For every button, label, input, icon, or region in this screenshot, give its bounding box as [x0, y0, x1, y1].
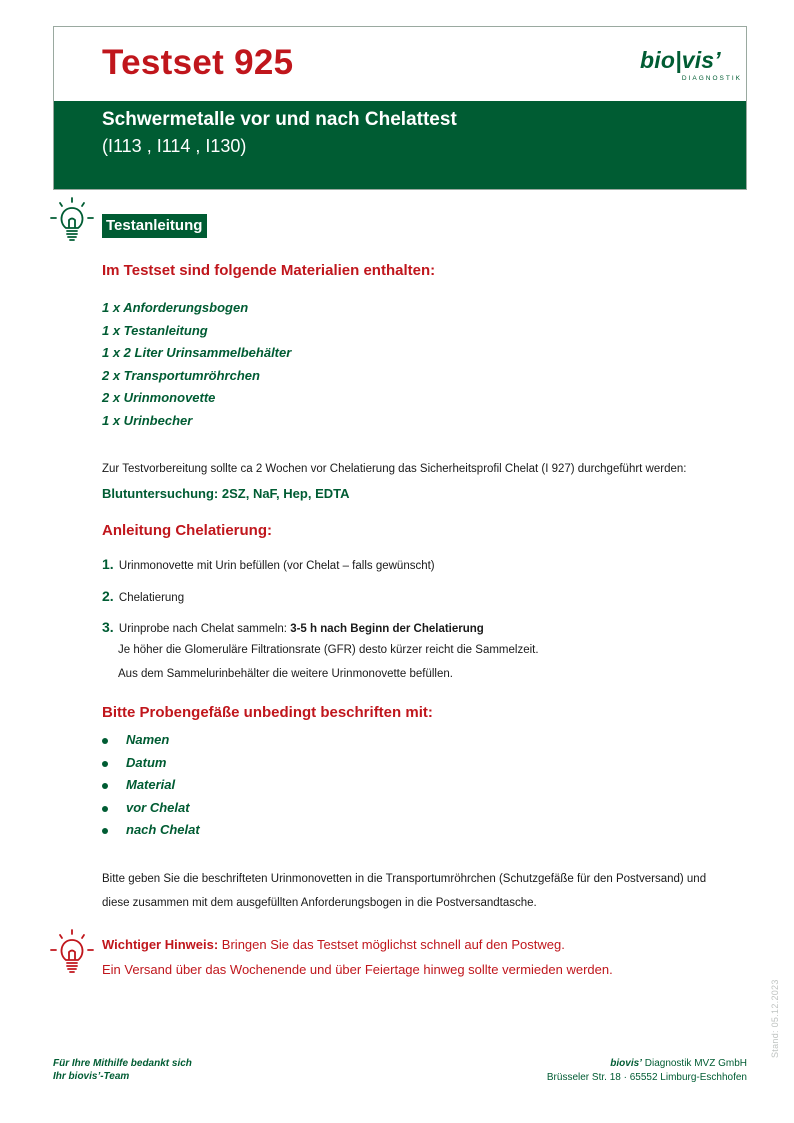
- list-item: 2 x Transportumröhrchen: [102, 367, 260, 383]
- bullet-icon: [102, 761, 108, 767]
- bullet-icon: [102, 738, 108, 744]
- page-subtitle: Schwermetalle vor und nach Chelattest: [102, 109, 457, 130]
- list-item: [102, 819, 200, 842]
- bullet-icon: [102, 828, 108, 834]
- closing-text-line-1: Bitte geben Sie die beschrifteten Urinmonovetten in die Transportumröhrchen (Schutzgefäße für den Postversand) und: [102, 873, 707, 885]
- materials-heading: Im Testset sind folgende Materialien enthalten:: [102, 262, 436, 279]
- header-band: [54, 101, 746, 189]
- step-number: 1.: [102, 556, 114, 572]
- test-codes: (I113 , I114 , I130): [102, 136, 247, 156]
- notice-text: Bringen Sie das Testset möglichst schnell auf den Postweg.: [218, 937, 565, 952]
- lightbulb-icon: [48, 928, 96, 976]
- step-number: 2.: [102, 588, 114, 604]
- step-text: Chelatierung: [118, 592, 185, 604]
- preparation-text: Zur Testvorbereitung sollte ca 2 Wochen vor Chelatierung das Sicherheitsprofil Chelat (I 927) durchgeführt werden:: [102, 463, 687, 475]
- list-item: [102, 729, 200, 752]
- thanks-line-1: Für Ihre Mithilfe bedankt sich: [53, 1058, 192, 1069]
- list-item: 1 x Testanleitung: [102, 322, 208, 338]
- labeling-heading: Bitte Probengefäße unbedingt beschriften mit:: [102, 704, 433, 721]
- list-item: 1 x Anforderungsbogen: [102, 300, 249, 315]
- company-name-rest: Diagnostik MVZ GmbH: [641, 1058, 747, 1069]
- company-brand: biovis’: [610, 1058, 642, 1069]
- important-notice: [102, 937, 565, 952]
- chelation-heading: Anleitung Chelatierung:: [102, 522, 272, 539]
- notice-label: Wichtiger Hinweis:: [102, 937, 219, 952]
- list-item-label: vor Chelat: [126, 799, 190, 815]
- list-item-label: Material: [126, 777, 176, 793]
- stand-date: Stand: 05.12.2023: [770, 979, 780, 1058]
- company-address: Brüsseler Str. 18 · 65552 Limburg-Eschhofen: [546, 1072, 747, 1083]
- list-item-label: nach Chelat: [126, 822, 200, 838]
- bullet-icon: [102, 806, 108, 812]
- footer-company: [547, 1057, 747, 1085]
- logo-wordmark: bio|vis’: [640, 47, 721, 73]
- notice-text-line-2: Ein Versand über das Wochenende und über Feiertage hinweg sollte vermieden werden.: [102, 962, 613, 977]
- list-item: [102, 797, 200, 820]
- step-emphasis: 3-5 h nach Beginn der Chelatierung: [290, 623, 484, 635]
- step-3: [102, 619, 484, 635]
- step-3-detail-2: Aus dem Sammelurinbehälter die weitere Urinmonovette befüllen.: [118, 668, 453, 680]
- lightbulb-icon: [48, 196, 96, 244]
- logo-subtext: DIAGNOSTIK: [681, 75, 742, 82]
- labeling-list: [102, 729, 200, 842]
- header-box: [53, 26, 747, 190]
- list-item: [102, 752, 200, 775]
- step-3-detail-1: Je höher die Glomeruläre Filtrationsrate (GFR) desto kürzer reicht die Sammelzeit.: [118, 644, 539, 656]
- list-item: [102, 774, 200, 797]
- company-name: [547, 1057, 747, 1071]
- footer-thanks: [53, 1057, 192, 1083]
- blood-test-line: Blutuntersuchung: 2SZ, NaF, Hep, EDTA: [102, 486, 350, 501]
- list-item: 2 x Urinmonovette: [102, 390, 216, 406]
- list-item-label: Datum: [126, 754, 167, 770]
- closing-text-line-2: diese zusammen mit dem ausgefüllten Anforderungsbogen in die Postversandtasche.: [102, 897, 537, 909]
- step-text: Urinprobe nach Chelat sammeln:: [118, 623, 291, 635]
- step-2: [102, 588, 184, 604]
- step-number: 3.: [102, 619, 114, 635]
- step-text: Urinmonovette mit Urin befüllen (vor Chelat – falls gewünscht): [118, 560, 435, 572]
- materials-list: [102, 297, 291, 433]
- list-item: 1 x Urinbecher: [102, 412, 193, 428]
- list-item: 1 x 2 Liter Urinsammelbehälter: [102, 345, 292, 361]
- page-title: Testset 925: [102, 43, 294, 82]
- biovis-logo: [640, 47, 744, 87]
- step-1: [102, 556, 435, 572]
- thanks-line-2: Ihr biovis’-Team: [53, 1071, 130, 1082]
- list-item-label: Namen: [126, 732, 170, 747]
- section-tag: Testanleitung: [102, 214, 207, 238]
- bullet-icon: [102, 783, 108, 789]
